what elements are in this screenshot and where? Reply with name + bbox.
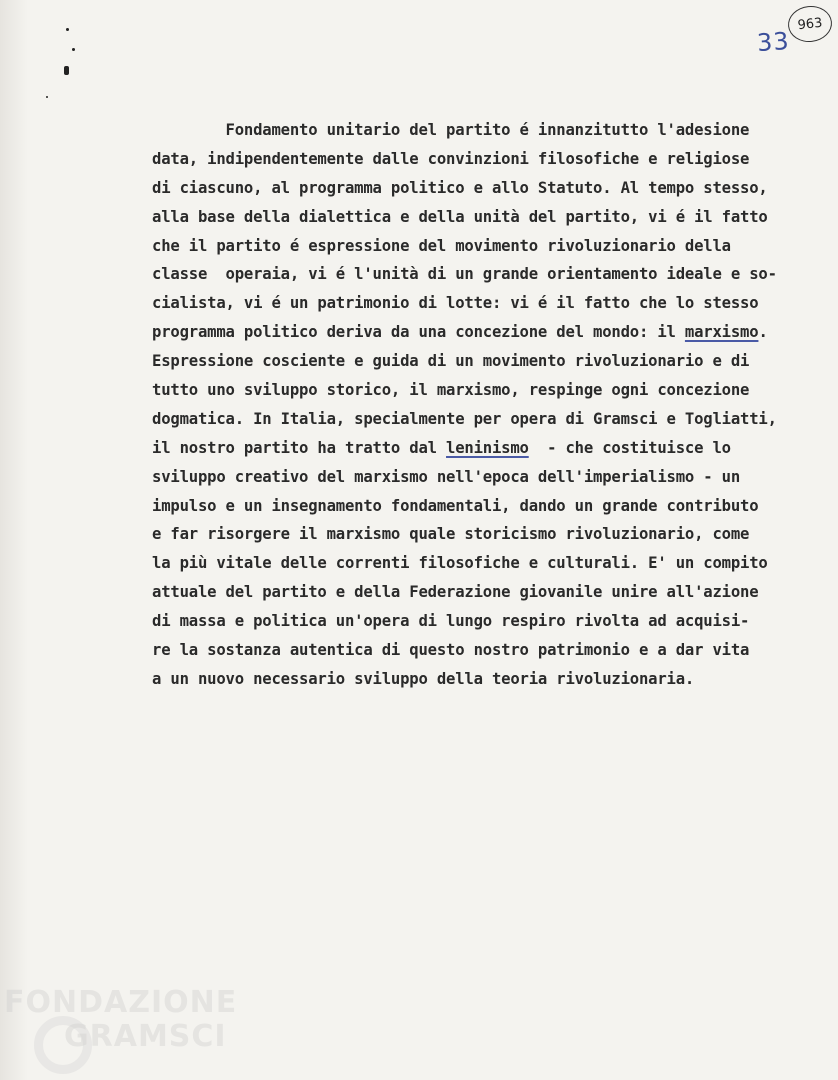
text-line: cialista, vi é un patrimonio di lotte: vi é il fatto che lo stesso bbox=[152, 294, 759, 313]
text-segment: . bbox=[758, 323, 768, 342]
text-line: Fondamento unitario del partito é innanzitutto l'adesione bbox=[152, 121, 750, 139]
text-line: Espressione cosciente e guida di un movimento rivoluzionario e di bbox=[152, 352, 750, 371]
handwritten-page-number: 33 bbox=[756, 26, 791, 58]
text-line: sviluppo creativo del marxismo nell'epoca dell'imperialismo - un bbox=[152, 467, 741, 486]
text-line: data, indipendentemente dalle convinzioni filosofiche e religiose bbox=[152, 149, 750, 168]
watermark-line-2: GRAMSCI bbox=[64, 1019, 227, 1054]
text-line: attuale del partito e della Federazione giovanile unire all'azione bbox=[152, 583, 759, 602]
archive-folio-stamp: 963 bbox=[786, 4, 834, 44]
text-line: impulso e un insegnamento fondamentali, dando un grande contributo bbox=[152, 496, 759, 515]
text-segment: - che costituisce lo bbox=[528, 438, 731, 457]
text-line: di ciascuno, al programma politico e allo Statuto. Al tempo stesso, bbox=[152, 178, 768, 197]
text-line: che il partito é espressione del movimento rivoluzionario della bbox=[152, 236, 731, 255]
text-line: la più vitale delle correnti filosofiche e culturali. E' un compito bbox=[152, 554, 768, 573]
watermark-line-1: FONDAZIONE bbox=[4, 985, 238, 1020]
text-line bbox=[152, 318, 827, 347]
text-line: di massa e politica un'opera di lungo respiro rivolta ad acquisi- bbox=[152, 612, 750, 631]
page-edge-shadow bbox=[0, 0, 28, 1080]
text-segment: programma politico deriva da una concezione del mondo: il bbox=[152, 323, 685, 342]
text-line: tutto uno sviluppo storico, il marxismo, respinge ogni concezione bbox=[152, 381, 750, 400]
underlined-term: marxismo bbox=[684, 323, 759, 342]
text-line: alla base della dialettica e della unità del partito, vi é il fatto bbox=[152, 207, 768, 226]
text-line: dogmatica. In Italia, specialmente per opera di Gramsci e Togliatti, bbox=[152, 409, 777, 428]
text-segment: il nostro partito ha tratto dal bbox=[152, 438, 447, 457]
text-line: re la sostanza autentica di questo nostro patrimonio e a dar vita bbox=[152, 641, 750, 660]
scan-speck bbox=[72, 48, 75, 51]
underlined-term: leninismo bbox=[446, 438, 529, 457]
scan-speck bbox=[64, 66, 69, 75]
scan-speck bbox=[46, 96, 48, 98]
watermark-g-logo-icon bbox=[34, 1016, 92, 1074]
typewritten-paragraph bbox=[152, 116, 827, 694]
text-line: a un nuovo necessario sviluppo della teoria rivoluzionaria. bbox=[152, 669, 695, 688]
text-line: e far risorgere il marxismo quale storicismo rivoluzionario, come bbox=[152, 525, 750, 544]
fondazione-gramsci-watermark bbox=[4, 986, 237, 1054]
text-line bbox=[152, 434, 827, 463]
text-line: classe operaia, vi é l'unità di un grande orientamento ideale e so- bbox=[152, 265, 777, 284]
scan-speck bbox=[66, 28, 69, 31]
